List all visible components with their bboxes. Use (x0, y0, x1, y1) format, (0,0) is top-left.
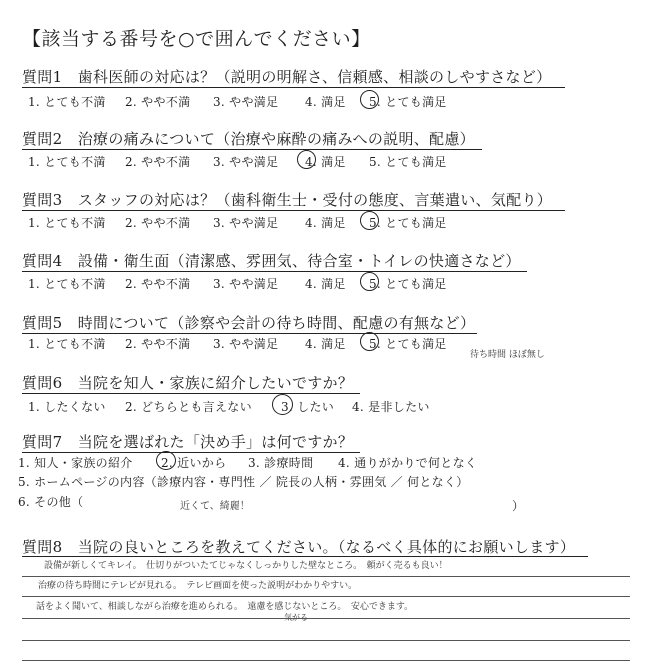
option-5[interactable]: 5. とても満足 (369, 277, 447, 291)
option-1[interactable]: 1. とても不満 (28, 337, 106, 351)
question-4-underline (22, 271, 527, 272)
option-5[interactable]: 5. とても満足 (369, 95, 447, 109)
option-1[interactable]: 1. とても不満 (28, 216, 106, 230)
option-3[interactable]: 3. やや満足 (213, 337, 279, 351)
option-2[interactable]: 2. 近いから (161, 456, 227, 470)
question-5-underline (22, 333, 477, 334)
question-3-underline (22, 210, 565, 211)
option-3[interactable]: 3. したい (281, 400, 335, 414)
answer-rule (22, 576, 630, 577)
answer-rule (22, 640, 630, 641)
option-3[interactable]: 3. やや満足 (213, 277, 279, 291)
option-6-close-paren: ） (512, 499, 525, 513)
option-5[interactable]: 5. とても満足 (369, 216, 447, 230)
option-2[interactable]: 2. やや不満 (125, 95, 191, 109)
question-2-title: 質問2 治療の痛みについて（治療や麻酔の痛みへの説明、配慮） (22, 130, 475, 148)
question-1-title: 質問1 歯科医師の対応は？（説明の明解さ、信頼感、相談のしやすさなど） (22, 68, 552, 86)
question-7-underline (22, 452, 360, 453)
handwritten-answer-line-3: 話をよく聞いて、相談しながら治療を進められる。 遠慮を感じないところ。 安心できます。 (36, 602, 414, 612)
selection-circle (360, 211, 379, 230)
answer-rule (22, 618, 630, 619)
handwritten-other-answer: 近くて、綺麗！ (180, 501, 250, 512)
option-1[interactable]: 1. とても不満 (28, 155, 106, 169)
option-3[interactable]: 3. 診療時間 (248, 456, 314, 470)
option-3[interactable]: 3. やや満足 (213, 95, 279, 109)
option-1[interactable]: 1. 知人・家族の紹介 (18, 456, 133, 470)
option-3[interactable]: 3. やや満足 (213, 216, 279, 230)
question-6-underline (22, 393, 360, 394)
option-2[interactable]: 2. やや不満 (125, 337, 191, 351)
option-2[interactable]: 2. やや不満 (125, 216, 191, 230)
option-5[interactable]: 5. とても満足 (369, 337, 447, 351)
selection-circle (360, 332, 379, 351)
selection-circle (297, 150, 316, 169)
option-2[interactable]: 2. どちらとも言えない (125, 400, 252, 414)
option-4[interactable]: 4. 満足 (305, 337, 346, 351)
option-5[interactable]: 5. とても満足 (369, 155, 447, 169)
question-6-title: 質問6 当院を知人・家族に紹介したいですか？ (22, 374, 354, 392)
option-4[interactable]: 4. 満足 (305, 155, 346, 169)
selection-circle (156, 451, 176, 470)
question-8-title: 質問8 当院の良いところを教えてください。（なるべく具体的にお願いします） (22, 538, 576, 556)
handwritten-note-q5: 待ち時間 ほぼ無し (470, 350, 545, 360)
option-1[interactable]: 1. とても不満 (28, 277, 106, 291)
selection-circle (360, 90, 379, 109)
option-4[interactable]: 4. 満足 (305, 216, 346, 230)
question-2-underline (22, 149, 482, 150)
option-2[interactable]: 2. やや不満 (125, 155, 191, 169)
instruction-header: 【該当する番号を○で囲んでください】 (22, 28, 371, 50)
handwritten-answer-line-2: 治療の待ち時間にテレビが見れる。 テレビ画面を使った説明がわかりやすい。 (38, 581, 358, 591)
option-6[interactable]: 6. その他（ (18, 495, 84, 509)
option-5[interactable]: 5. ホームページの内容（診療内容・専門性 ／ 院長の人柄・雰囲気 ／ 何となく） (18, 475, 469, 489)
question-4-title: 質問4 設備・衛生面（清潔感、雰囲気、待合室・トイレの快適さなど） (22, 252, 521, 270)
option-1[interactable]: 1. したくない (28, 400, 106, 414)
question-5-title: 質問5 時間について（診察や会計の待ち時間、配慮の有無など） (22, 314, 476, 332)
question-3-title: 質問3 スタッフの対応は？（歯科衛生士・受付の態度、言葉遣い、気配り） (22, 191, 553, 209)
selection-circle (360, 272, 379, 291)
answer-rule (22, 660, 630, 661)
question-1-underline (22, 87, 565, 88)
selection-circle (272, 394, 293, 415)
option-4[interactable]: 4. 是非したい (352, 400, 430, 414)
option-4[interactable]: 4. 満足 (305, 95, 346, 109)
handwritten-answer-line-1: 設備が新しくてキレイ。 仕切りがついたてじゃなくしっかりした壁なところ。 頼がく売るも良い！ (44, 561, 448, 571)
option-4[interactable]: 4. 通りがかりで何となく (338, 456, 478, 470)
option-4[interactable]: 4. 満足 (305, 277, 346, 291)
question-8-underline (22, 556, 588, 557)
answer-rule (22, 596, 630, 597)
option-3[interactable]: 3. やや満足 (213, 155, 279, 169)
question-7-title: 質問7 当院を選ばれた「決め手」は何ですか？ (22, 433, 354, 451)
option-1[interactable]: 1. とても不満 (28, 95, 106, 109)
option-2[interactable]: 2. やや不満 (125, 277, 191, 291)
